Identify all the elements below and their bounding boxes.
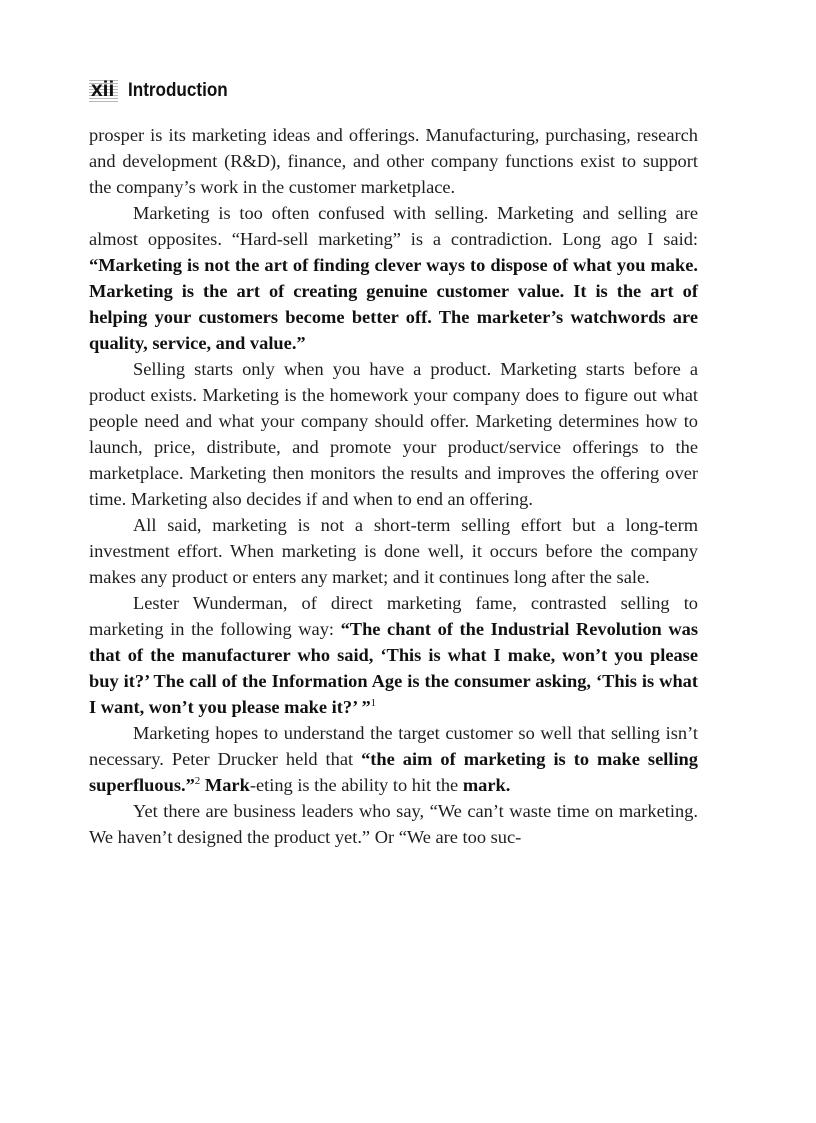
paragraph-1-text: prosper is its marketing ideas and offerings. Manufacturing, purchasing, research and development (R&D), finance, and other company functions exist to support the company’s work in the customer marketplace. [89,125,698,197]
paragraph-3-text: Selling starts only when you have a product. Marketing starts before a product exists. Marketing is the homework your company does to figure out what people need and what your company should offer. Marketing determines how to launch, price, distribute, and promote your product/service offerings to the marketplace. Marketing then monitors the results and improves the offering over time. Marketing also decides if and when to end an offering. [89,359,698,509]
paragraph-4-text: All said, marketing is not a short-term selling effort but a long-term investment effort. When marketing is done well, it occurs before the company makes any product or enters any market; and it continues long after the sale. [89,515,698,587]
paragraph-6-text-b: -eting is the ability to hit the [249,775,463,795]
paragraph-6-mark: Mark [200,775,250,795]
paragraph-2 [89,200,698,356]
paragraph-3 [89,356,698,512]
paragraph-6 [89,720,698,798]
paragraph-2-text: Marketing is too often confused with selling. Marketing and selling are almost opposites. “Hard-sell marketing” is a contradiction. Long ago I said: [89,203,698,249]
paragraph-4 [89,512,698,590]
paragraph-5 [89,590,698,720]
paragraph-7-text: Yet there are business leaders who say, “We can’t waste time on marketing. We haven’t designed the product yet.” Or “We are too suc- [89,801,698,847]
running-head [89,78,698,108]
book-page [89,78,698,850]
chapter-title: Introduction [128,80,229,101]
paragraph-1 [89,122,698,200]
paragraph-6-text: Marketing hopes to understand the target customer so well that selling isn’t necessary. Peter Drucker held that [89,723,698,769]
paragraph-5-quote: “The chant of the Industrial Revolution was that of the manufacturer who said, ‘This is what I make, won’t you please buy it?’ The call of the Information Age is the consumer asking, ‘This is what I want, won’t you please make it?’ ” [89,619,698,717]
footnote-marker-1: 1 [370,697,377,709]
paragraph-2-quote: “Marketing is not the art of finding clever ways to dispose of what you make. Marketing is the art of creating genuine customer value. It is the art of helping your customers become better off. The marketer’s watchwords are quality, service, and value.” [89,255,698,353]
body-text [89,122,698,850]
page-number: xii [89,78,118,102]
paragraph-5-text: Lester Wunderman, of direct marketing fame, contrasted selling to marketing in the following way: [89,593,698,639]
paragraph-6-quote: “the aim of marketing is to make selling superfluous.” [89,749,698,795]
paragraph-7 [89,798,698,850]
paragraph-6-mark-end: mark. [462,775,511,795]
footnote-marker-2: 2 [194,775,201,787]
